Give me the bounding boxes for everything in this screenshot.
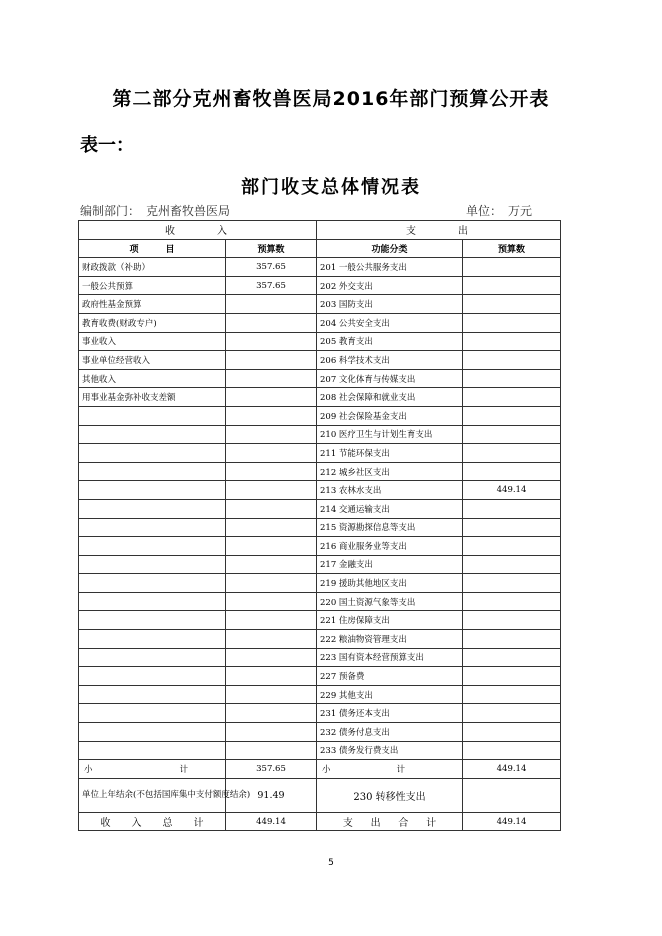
expense-section-header: 支 出 [317, 221, 561, 240]
expense-category-cell: 222 粮油物资管理支出 [317, 630, 463, 649]
subtotal-income-label: 小 计 [79, 760, 226, 779]
expense-category-cell: 221 住房保障支出 [317, 611, 463, 630]
table-row [79, 518, 561, 537]
income-section-header: 收 入 [79, 221, 317, 240]
expense-category-cell: 223 国有资本经营预算支出 [317, 648, 463, 667]
col-category-header: 功能分类 [317, 239, 463, 258]
expense-amount-cell [463, 369, 561, 388]
expense-amount-cell [463, 723, 561, 742]
dept-info [80, 202, 236, 219]
expense-category-cell: 213 农林水支出 [317, 481, 463, 500]
expense-amount-cell [463, 295, 561, 314]
income-amount-cell [226, 369, 317, 388]
income-item-cell [79, 592, 226, 611]
section-header-row [79, 221, 561, 240]
subtotal-expense-label: 小 计 [317, 760, 463, 779]
table-row [79, 276, 561, 295]
income-item-cell [79, 444, 226, 463]
income-amount-cell [226, 704, 317, 723]
expense-category-cell: 215 资源勘探信息等支出 [317, 518, 463, 537]
col-budget2-header: 预算数 [463, 239, 561, 258]
unit-info [466, 202, 538, 219]
table-row [79, 481, 561, 500]
income-item-cell [79, 741, 226, 760]
page-number: 5 [328, 858, 334, 868]
income-item-cell: 事业单位经营收入 [79, 351, 226, 370]
expense-amount-cell [463, 667, 561, 686]
table-row [79, 592, 561, 611]
table-row [79, 667, 561, 686]
expense-amount-cell [463, 406, 561, 425]
table-row [79, 537, 561, 556]
income-amount-cell [226, 444, 317, 463]
income-amount-cell [226, 295, 317, 314]
expense-category-cell: 202 外交支出 [317, 276, 463, 295]
income-item-cell [79, 667, 226, 686]
income-amount-cell [226, 351, 317, 370]
expense-category-cell: 229 其他支出 [317, 685, 463, 704]
table-row [79, 313, 561, 332]
total-expense-label: 支 出 合 计 [317, 812, 463, 831]
unit-value: 万元 [507, 204, 532, 218]
table-row [79, 388, 561, 407]
table-row [79, 704, 561, 723]
income-amount-cell [226, 332, 317, 351]
table-row [79, 462, 561, 481]
expense-amount-cell [463, 648, 561, 667]
carryover-row [79, 778, 561, 812]
expense-amount-cell [463, 537, 561, 556]
income-item-cell [79, 537, 226, 556]
income-amount-cell [226, 555, 317, 574]
table-title: 部门收支总体情况表 [241, 177, 421, 198]
expense-category-cell: 217 金融支出 [317, 555, 463, 574]
transfer-expense-value [463, 778, 561, 812]
income-item-cell [79, 462, 226, 481]
income-amount-cell: 357.65 [226, 276, 317, 295]
total-income-label: 收 入 总 计 [79, 812, 226, 831]
expense-amount-cell [463, 499, 561, 518]
expense-category-cell: 219 援助其他地区支出 [317, 574, 463, 593]
subtotal-income-value: 357.65 [226, 760, 317, 779]
col-item-header: 项 目 [79, 239, 226, 258]
subtotal-row [79, 760, 561, 779]
income-item-cell [79, 499, 226, 518]
expense-category-cell: 201 一般公共服务支出 [317, 258, 463, 277]
expense-category-cell: 211 节能环保支出 [317, 444, 463, 463]
table-row [79, 723, 561, 742]
expense-amount-cell [463, 276, 561, 295]
expense-category-cell: 212 城乡社区支出 [317, 462, 463, 481]
expense-category-cell: 220 国土资源气象等支出 [317, 592, 463, 611]
dept-value: 克州畜牧兽医局 [146, 204, 231, 218]
total-expense-value: 449.14 [463, 812, 561, 831]
income-amount-cell [226, 723, 317, 742]
income-item-cell [79, 723, 226, 742]
col-budget-header: 预算数 [226, 239, 317, 258]
income-amount-cell [226, 537, 317, 556]
income-item-cell: 用事业基金弥补收支差额 [79, 388, 226, 407]
income-item-cell [79, 611, 226, 630]
table-meta [80, 202, 560, 218]
expense-amount-cell [463, 351, 561, 370]
expense-category-cell: 207 文化体育与传媒支出 [317, 369, 463, 388]
income-item-cell [79, 574, 226, 593]
table-row [79, 258, 561, 277]
income-item-cell [79, 555, 226, 574]
expense-category-cell: 209 社会保险基金支出 [317, 406, 463, 425]
income-item-cell [79, 425, 226, 444]
column-header-row [79, 239, 561, 258]
expense-category-cell: 203 国防支出 [317, 295, 463, 314]
income-amount-cell [226, 406, 317, 425]
income-amount-cell [226, 630, 317, 649]
expense-category-cell: 214 交通运输支出 [317, 499, 463, 518]
income-amount-cell [226, 574, 317, 593]
income-item-cell [79, 630, 226, 649]
table-row [79, 406, 561, 425]
income-amount-cell [226, 425, 317, 444]
unit-label: 单位： [465, 204, 502, 218]
income-item-cell: 一般公共预算 [79, 276, 226, 295]
table-row [79, 648, 561, 667]
carryover-label: 单位上年结余(不包括国库集中支付额度结余) [79, 778, 226, 812]
expense-category-cell: 231 债务还本支出 [317, 704, 463, 723]
expense-amount-cell [463, 518, 561, 537]
expense-category-cell: 206 科学技术支出 [317, 351, 463, 370]
income-item-cell: 政府性基金预算 [79, 295, 226, 314]
income-amount-cell [226, 741, 317, 760]
table-row [79, 630, 561, 649]
part-title: 第二部分克州畜牧兽医局2016年部门预算公开表 [112, 88, 550, 110]
income-amount-cell [226, 388, 317, 407]
income-item-cell: 财政拨款（补助） [79, 258, 226, 277]
income-amount-cell [226, 648, 317, 667]
expense-amount-cell [463, 425, 561, 444]
expense-category-cell: 208 社会保障和就业支出 [317, 388, 463, 407]
income-amount-cell [226, 499, 317, 518]
dept-label: 编制部门： [80, 204, 141, 218]
income-item-cell [79, 685, 226, 704]
income-amount-cell: 357.65 [226, 258, 317, 277]
expense-amount-cell [463, 555, 561, 574]
expense-category-cell: 233 债务发行费支出 [317, 741, 463, 760]
total-row [79, 812, 561, 831]
income-item-cell [79, 406, 226, 425]
transfer-expense-label: 230 转移性支出 [317, 778, 463, 812]
income-amount-cell [226, 518, 317, 537]
subtotal-expense-value: 449.14 [463, 760, 561, 779]
table-row [79, 295, 561, 314]
table-row [79, 741, 561, 760]
income-amount-cell [226, 667, 317, 686]
table-label: 表一： [80, 135, 134, 156]
income-item-cell: 事业收入 [79, 332, 226, 351]
table-row [79, 444, 561, 463]
budget-table [78, 220, 561, 831]
expense-category-cell: 205 教育支出 [317, 332, 463, 351]
expense-category-cell: 216 商业服务业等支出 [317, 537, 463, 556]
expense-amount-cell [463, 258, 561, 277]
income-item-cell [79, 481, 226, 500]
table-row [79, 351, 561, 370]
income-amount-cell [226, 685, 317, 704]
table-row [79, 369, 561, 388]
expense-amount-cell [463, 574, 561, 593]
expense-amount-cell [463, 332, 561, 351]
expense-amount-cell [463, 741, 561, 760]
expense-amount-cell [463, 630, 561, 649]
expense-amount-cell [463, 611, 561, 630]
table-row [79, 555, 561, 574]
income-item-cell [79, 648, 226, 667]
expense-category-cell: 227 预备费 [317, 667, 463, 686]
income-amount-cell [226, 611, 317, 630]
expense-amount-cell [463, 388, 561, 407]
total-income-value: 449.14 [226, 812, 317, 831]
table-row [79, 499, 561, 518]
expense-amount-cell [463, 685, 561, 704]
expense-amount-cell [463, 313, 561, 332]
income-amount-cell [226, 481, 317, 500]
income-amount-cell [226, 462, 317, 481]
expense-amount-cell: 449.14 [463, 481, 561, 500]
expense-amount-cell [463, 462, 561, 481]
table-row [79, 332, 561, 351]
income-item-cell: 其他收入 [79, 369, 226, 388]
expense-category-cell: 232 债务付息支出 [317, 723, 463, 742]
expense-amount-cell [463, 704, 561, 723]
expense-category-cell: 204 公共安全支出 [317, 313, 463, 332]
table-row [79, 685, 561, 704]
expense-amount-cell [463, 592, 561, 611]
expense-amount-cell [463, 444, 561, 463]
table-row [79, 574, 561, 593]
income-item-cell [79, 704, 226, 723]
carryover-value: 91.49 [226, 778, 317, 812]
income-amount-cell [226, 313, 317, 332]
table-row [79, 425, 561, 444]
expense-category-cell: 210 医疗卫生与计划生育支出 [317, 425, 463, 444]
income-item-cell: 教育收费(财政专户) [79, 313, 226, 332]
income-amount-cell [226, 592, 317, 611]
table-row [79, 611, 561, 630]
income-item-cell [79, 518, 226, 537]
